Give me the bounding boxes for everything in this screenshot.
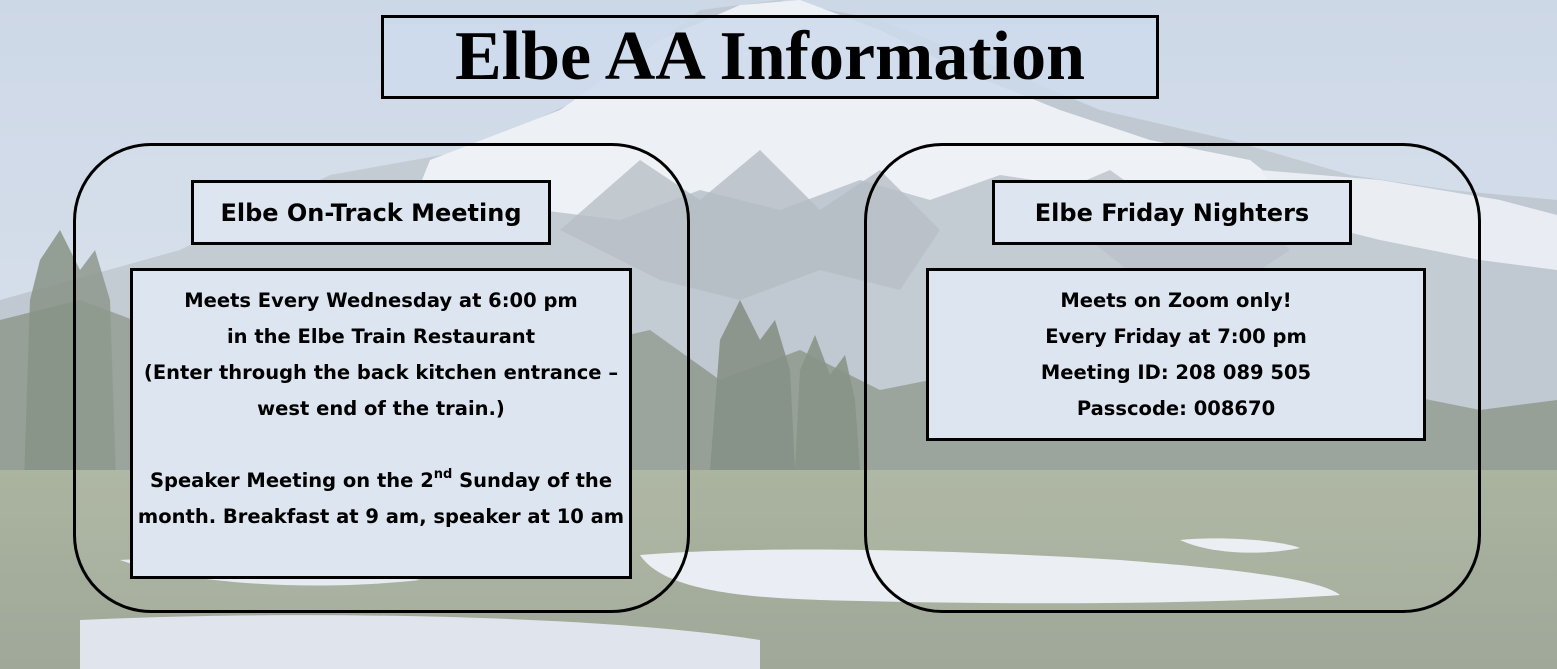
speaker-meeting-line bbox=[133, 463, 629, 499]
on-track-details-box bbox=[130, 268, 632, 579]
on-track-meeting-title: Elbe On-Track Meeting bbox=[220, 198, 522, 227]
on-track-schedule: Meets Every Wednesday at 6:00 pm bbox=[184, 289, 578, 312]
on-track-entrance-note: (Enter through the back kitchen entrance – bbox=[143, 361, 619, 384]
friday-nighters-zoom-note: Meets on Zoom only! bbox=[1060, 289, 1292, 312]
speaker-meeting-times: month. Breakfast at 9 am, speaker at 10 am bbox=[137, 505, 625, 528]
page-title: Elbe AA Information bbox=[454, 18, 1086, 95]
page-title-box bbox=[381, 15, 1159, 99]
on-track-heading-box bbox=[191, 180, 551, 245]
speaker-meeting-text-start: Speaker Meeting on the 2 bbox=[149, 469, 434, 492]
friday-nighters-schedule: Every Friday at 7:00 pm bbox=[1045, 325, 1307, 348]
friday-nighters-heading-box bbox=[992, 180, 1352, 245]
speaker-meeting-text-end: Sunday of the bbox=[452, 469, 613, 492]
friday-nighters-passcode: Passcode: 008670 bbox=[1076, 397, 1276, 420]
on-track-entrance-note-cont: west end of the train.) bbox=[257, 397, 505, 420]
friday-nighters-meeting-id: Meeting ID: 208 089 505 bbox=[1040, 361, 1312, 384]
friday-nighters-meeting-title: Elbe Friday Nighters bbox=[1034, 198, 1310, 227]
friday-nighters-details-box bbox=[926, 268, 1426, 441]
ordinal-suffix: nd bbox=[433, 466, 453, 482]
on-track-location: in the Elbe Train Restaurant bbox=[226, 325, 536, 348]
spacer bbox=[133, 427, 629, 463]
